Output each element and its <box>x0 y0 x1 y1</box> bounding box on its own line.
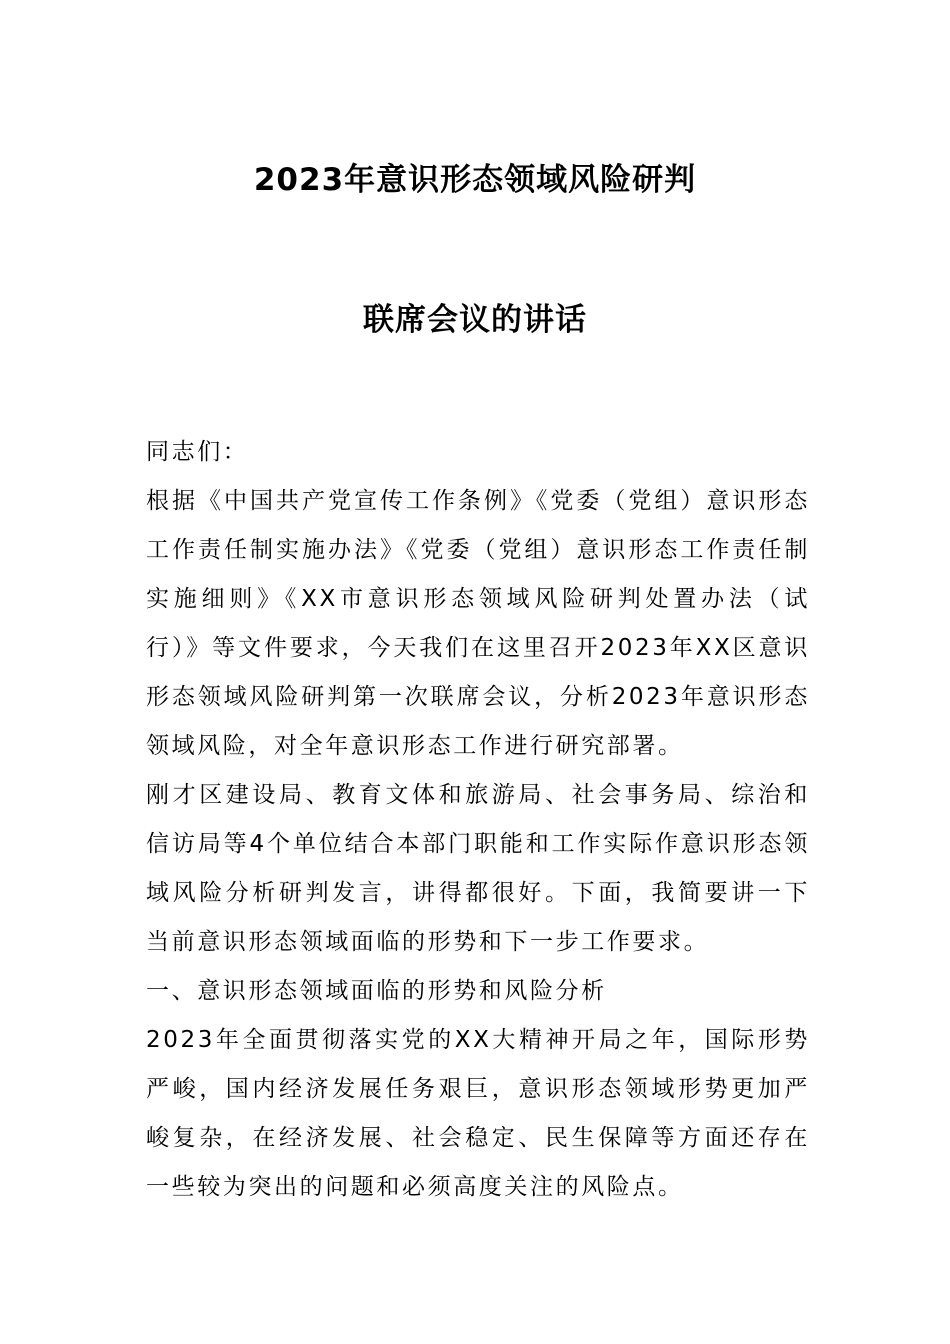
paragraph-2: 刚才区建设局、教育文体和旅游局、社会事务局、综治和信访局等4个单位结合本部门职能和工作实际作意识形态领域风险分析研判发言，讲得都很好。下面，我简要讲一下当前意识形态领域面临的形势和下一步工作要求。 <box>146 782 810 955</box>
document-title-line-2: 联席会议的讲话 <box>363 302 587 338</box>
salutation: 同志们： <box>146 439 249 465</box>
section-heading-1: 一、意识形态领域面临的形势和风险分析 <box>146 978 607 1004</box>
paragraph-1: 根据《中国共产党宣传工作条例》《党委（党组）意识形态工作责任制实施办法》《党委（党组）意识形态工作责任制实施细则》《XX市意识形态领域风险研判处置办法（试行）》等文件要求，今天我们在这里召开2023年XX区意识形态领域风险研判第一次联席会议，分析2023年意识形态领域风险，对全年意识形态工作进行研究部署。 <box>146 488 810 759</box>
paragraph-3: 2023年全面贯彻落实党的XX大精神开局之年，国际形势严峻，国内经济发展任务艰巨，意识形态领域形势更加严峻复杂，在经济发展、社会稳定、民生保障等方面还存在一些较为突出的问题和必须高度关注的风险点。 <box>146 1027 810 1200</box>
document-title-line-1: 2023年意识形态领域风险研判 <box>253 162 697 198</box>
document-body <box>146 428 810 1212</box>
